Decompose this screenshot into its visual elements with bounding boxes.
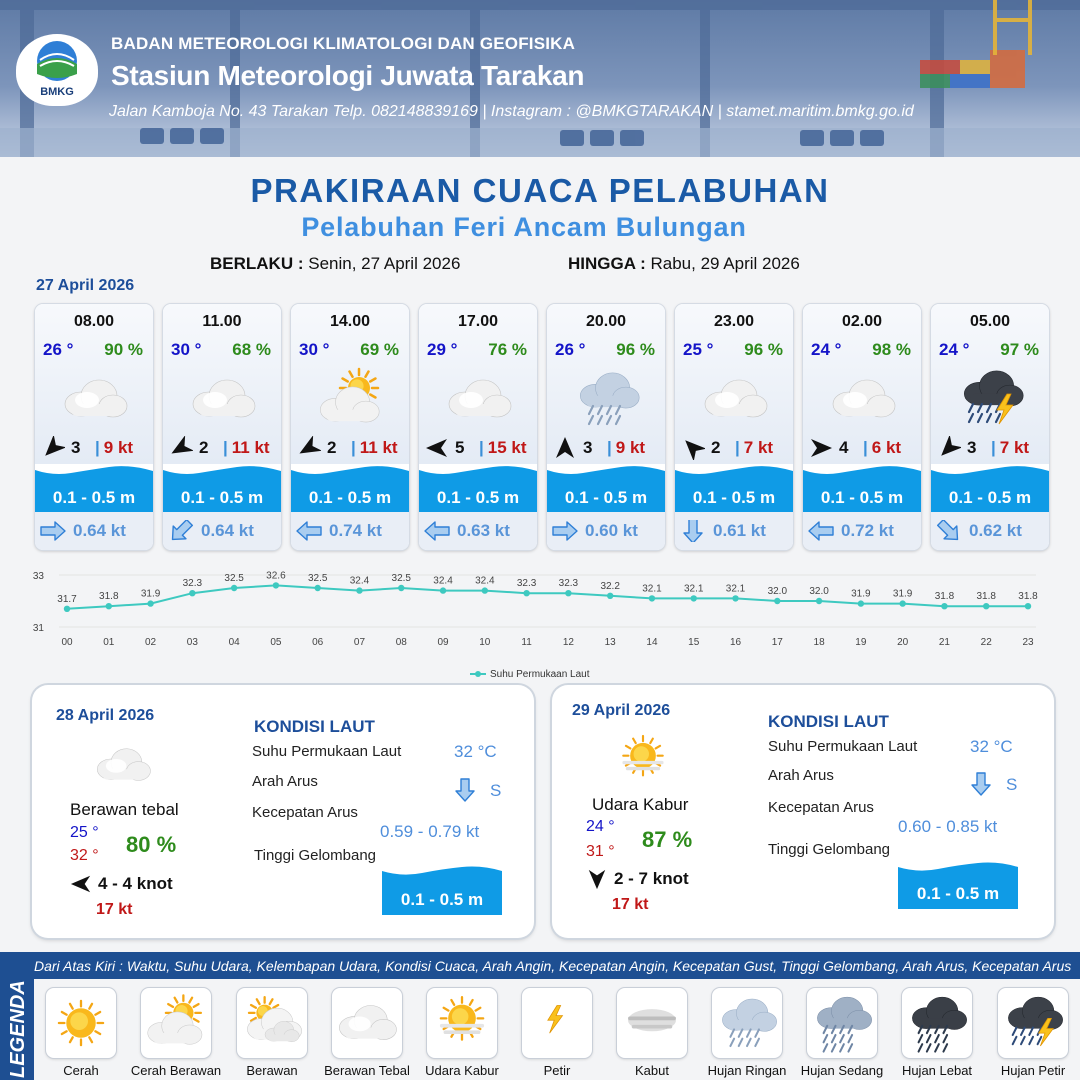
- card-current-speed: 0.63 kt: [457, 521, 510, 540]
- y-tick-label: 31: [32, 623, 44, 634]
- card-wind-speed: 5: [455, 438, 465, 457]
- sst-data-label: 31.7: [57, 593, 77, 605]
- current-arrow-icon: [970, 771, 992, 797]
- valid-from-value: Senin, 27 April 2026: [308, 254, 461, 273]
- sst-point: [482, 587, 488, 593]
- sst-data-label: 32.0: [809, 586, 829, 597]
- card-wind: [169, 436, 277, 460]
- card-gust-value: 11 kt: [231, 438, 270, 457]
- card-wind-speed: 3: [967, 438, 977, 457]
- sst-data-label: 32.4: [433, 575, 453, 587]
- legend-item: [332, 988, 402, 1058]
- header-banner: [0, 0, 1080, 157]
- day2-current-speed-label: Kecepatan Arus: [252, 804, 358, 821]
- sst-point: [231, 585, 237, 591]
- card-wind-speed: 3: [71, 438, 81, 457]
- card-time: 08.00: [73, 313, 115, 330]
- sst-point: [607, 593, 613, 599]
- x-tick-label: 06: [312, 637, 324, 648]
- x-tick-label: 18: [813, 637, 825, 648]
- card-gust-value: 6 kt: [871, 438, 902, 457]
- card-humidity: 97 %: [1000, 340, 1039, 359]
- sst-data-label: 31.8: [99, 591, 119, 603]
- day2-sst-value: 32 °C: [454, 742, 497, 761]
- agency-name: BADAN METEOROLOGI KLIMATOLOGI DAN GEOFISIKA: [111, 34, 576, 53]
- forecast-card: [547, 304, 665, 550]
- x-tick-label: 23: [1022, 637, 1034, 648]
- x-tick-label: 01: [103, 637, 115, 648]
- legend-swatch-dot: [475, 671, 481, 677]
- valid-to-label: HINGGA :: [568, 254, 646, 273]
- x-tick-label: 19: [855, 637, 867, 648]
- card-current-speed: 0.62 kt: [969, 521, 1022, 540]
- berawan-tebal-icon: [185, 364, 261, 434]
- hujan-lebat-icon: [902, 988, 972, 1058]
- current-arrow-icon: [167, 520, 195, 542]
- x-tick-label: 16: [729, 637, 742, 648]
- sst-data-label: 32.1: [642, 583, 662, 595]
- card-temp: 30 °: [299, 340, 330, 359]
- day3-wave-value: 0.1 - 0.5 m: [916, 884, 1000, 903]
- legend-item-label: Petir: [543, 1063, 571, 1078]
- day2-wave-value: 0.1 - 0.5 m: [400, 890, 484, 909]
- x-tick-label: 03: [186, 637, 198, 648]
- sst-point: [440, 587, 446, 593]
- day2-current-speed-value: 0.59 - 0.79 kt: [380, 822, 480, 841]
- berawan-icon: [237, 988, 307, 1058]
- card-gust: | 11 kt: [351, 438, 398, 457]
- card-gust: | 6 kt: [863, 438, 902, 457]
- legend-item: [998, 988, 1068, 1058]
- legend-item-label: Hujan Petir: [1000, 1063, 1066, 1078]
- card-wind: [425, 436, 533, 460]
- sst-point: [899, 600, 905, 606]
- current-arrow-icon: [551, 520, 579, 542]
- day3-wave-label: Tinggi Gelombang: [768, 841, 891, 858]
- card-current-speed: 0.61 kt: [713, 521, 766, 540]
- day2-kondisi-title: KONDISI LAUT: [254, 717, 375, 736]
- page-subtitle: Pelabuhan Feri Ancam Bulungan: [301, 212, 747, 242]
- day3-panel: [552, 685, 1054, 938]
- x-tick-label: 14: [646, 637, 658, 648]
- wind-arrow-icon: [41, 436, 65, 460]
- sst-data-label: 32.4: [475, 575, 495, 587]
- wind-arrow-icon: [681, 436, 705, 460]
- card-current-speed: 0.60 kt: [585, 521, 638, 540]
- legend-item: [807, 988, 877, 1058]
- legend: [0, 952, 1080, 1080]
- current-arrow-icon: [423, 520, 451, 542]
- card-temp: 26 °: [43, 340, 74, 359]
- wind-arrow-icon: [937, 436, 961, 460]
- legend-title: [4, 960, 30, 1080]
- valid-from: [210, 254, 460, 274]
- day2-temp-max: 32 °: [70, 847, 99, 864]
- card-time: 23.00: [713, 313, 755, 330]
- card-wind-speed: 3: [583, 438, 593, 457]
- card-wind-speed: 2: [327, 438, 337, 457]
- sst-data-label: 32.1: [725, 583, 746, 595]
- current-arrow-icon: [454, 777, 476, 803]
- day2-gust: 17 kt: [96, 901, 133, 918]
- legend-title-text: LEGENDA: [7, 980, 29, 1078]
- wind-arrow-icon: [70, 873, 92, 895]
- card-wind: [297, 436, 405, 460]
- x-tick-label: 21: [938, 637, 950, 648]
- day3-kondisi-title: KONDISI LAUT: [768, 712, 889, 731]
- day2-condition: Berawan tebal: [70, 800, 179, 819]
- sst-point: [356, 587, 362, 593]
- current-arrow-icon: [39, 520, 67, 542]
- hujan-sedang-icon: [807, 988, 877, 1058]
- legend-item-label: Udara Kabur: [425, 1063, 499, 1078]
- day3-sst-label: Suhu Permukaan Laut: [768, 738, 918, 755]
- y-tick-label: 33: [32, 571, 44, 582]
- sst-data-label: 32.5: [224, 573, 244, 584]
- berawan-tebal-icon: [825, 364, 901, 434]
- forecast-date: 27 April 2026: [36, 277, 135, 294]
- petir-icon: [522, 988, 592, 1058]
- card-wind: [681, 436, 789, 460]
- sst-point: [106, 603, 112, 609]
- card-temp: 29 °: [427, 340, 458, 359]
- legend-item: [712, 988, 782, 1058]
- card-temp: 24 °: [939, 340, 970, 359]
- sst-chart: [30, 565, 1070, 685]
- card-humidity: 98 %: [872, 340, 911, 359]
- valid-from-label: BERLAKU :: [210, 254, 304, 273]
- card-wave: 0.1 - 0.5 m: [180, 488, 264, 507]
- current-arrow-icon: [935, 520, 963, 542]
- wind-arrow-icon: [586, 868, 608, 890]
- x-tick-label: 10: [479, 637, 491, 648]
- card-gust: | 15 kt: [479, 438, 527, 457]
- card-humidity: 96 %: [616, 340, 655, 359]
- card-current: [547, 512, 665, 550]
- card-wave: 0.1 - 0.5 m: [820, 488, 904, 507]
- legend-item-label: Hujan Lebat: [901, 1063, 973, 1078]
- card-gust-value: 7 kt: [999, 438, 1030, 457]
- day2-humidity: 80 %: [126, 832, 177, 857]
- sst-point: [941, 603, 947, 609]
- sst-data-label: 32.4: [349, 575, 370, 587]
- card-current: [931, 512, 1049, 550]
- x-tick-label: 02: [145, 637, 157, 648]
- cerah-icon: [46, 988, 116, 1058]
- card-wind-speed: 2: [199, 438, 209, 457]
- berawan-tebal-icon: [332, 988, 402, 1058]
- sst-data-label: 31.9: [851, 588, 871, 600]
- day3-date: 29 April 2026: [572, 702, 671, 719]
- card-gust: | 7 kt: [735, 438, 774, 457]
- wind-arrow-icon: [809, 436, 833, 460]
- x-tick-label: 12: [562, 637, 574, 648]
- card-wave: 0.1 - 0.5 m: [692, 488, 776, 507]
- card-current: [803, 512, 921, 550]
- sst-point: [273, 582, 279, 588]
- x-tick-label: 08: [395, 637, 407, 648]
- sst-data-label: 32.3: [516, 578, 537, 590]
- legend-description: Dari Atas Kiri : Waktu, Suhu Udara, Kelembapan Udara, Kondisi Cuaca, Arah Angin, Kecepatan Angin, Kecepatan Gust, Tinggi Gelombang, Arah Arus, Kecepatan Arus: [34, 958, 1072, 974]
- station-name: Stasiun Meteorologi Juwata Tarakan: [111, 60, 585, 91]
- day2-current-dir-value: S: [490, 781, 502, 800]
- forecast-card: [803, 304, 921, 550]
- x-tick-label: 05: [270, 637, 282, 648]
- sst-point: [691, 595, 697, 601]
- wind-arrow-icon: [169, 436, 193, 460]
- valid-to-value: Rabu, 29 April 2026: [650, 254, 800, 273]
- card-current: [675, 512, 793, 550]
- card-current-speed: 0.72 kt: [841, 521, 894, 540]
- sst-data-label: 32.3: [558, 578, 579, 590]
- x-tick-label: 07: [353, 637, 366, 648]
- day3-current-dir-value: S: [1006, 775, 1018, 794]
- card-gust: | 7 kt: [991, 438, 1030, 457]
- sst-data-label: 32.0: [767, 586, 788, 597]
- forecast-card: [163, 304, 281, 550]
- card-humidity: 76 %: [488, 340, 527, 359]
- x-tick-label: 17: [771, 637, 783, 648]
- card-temp: 24 °: [811, 340, 842, 359]
- sst-data-label: 32.3: [182, 578, 203, 590]
- sst-data-label: 31.9: [140, 588, 161, 600]
- card-gust: | 9 kt: [95, 438, 134, 457]
- card-wind: [809, 436, 917, 460]
- day2-date: 28 April 2026: [56, 707, 155, 724]
- day3-wind: 2 - 7 knot: [614, 869, 689, 888]
- card-wave: 0.1 - 0.5 m: [948, 488, 1032, 507]
- card-time: 20.00: [585, 313, 627, 330]
- card-wave: 0.1 - 0.5 m: [52, 488, 136, 507]
- card-temp: 25 °: [683, 340, 714, 359]
- sst-data-label: 32.1: [684, 583, 704, 595]
- sst-point: [649, 595, 655, 601]
- chart-legend-label: Suhu Permukaan Laut: [490, 669, 590, 680]
- logo-text: BMKG: [40, 86, 74, 98]
- card-wind: [41, 436, 149, 460]
- day3-current-dir-label: Arah Arus: [768, 767, 834, 784]
- legend-item-label: Cerah: [63, 1063, 99, 1078]
- legend-item-label: Hujan Ringan: [707, 1063, 787, 1078]
- card-time: 14.00: [329, 313, 371, 330]
- card-gust-value: 7 kt: [743, 438, 774, 457]
- day2-wind: 4 - 4 knot: [98, 874, 173, 893]
- current-arrow-icon: [807, 520, 835, 542]
- card-time: 17.00: [457, 313, 499, 330]
- current-arrow-icon: [679, 520, 707, 542]
- legend-item-label: Cerah Berawan: [130, 1063, 222, 1078]
- day2-sst-label: Suhu Permukaan Laut: [252, 743, 402, 760]
- card-gust-value: 9 kt: [615, 438, 646, 457]
- cerah-berawan-icon: [141, 988, 211, 1058]
- card-gust: | 9 kt: [607, 438, 646, 457]
- card-current: [419, 512, 537, 550]
- card-wind-speed: 2: [711, 438, 721, 457]
- card-current-speed: 0.64 kt: [73, 521, 126, 540]
- card-time: 02.00: [841, 313, 883, 330]
- kabut-icon: [617, 988, 687, 1058]
- day3-current-speed-label: Kecepatan Arus: [768, 799, 874, 816]
- forecast-card: [419, 304, 537, 550]
- day3-current-speed-value: 0.60 - 0.85 kt: [898, 817, 998, 836]
- wind-arrow-icon: [297, 436, 321, 460]
- sst-data-label: 32.2: [600, 580, 620, 592]
- wind-arrow-icon: [553, 436, 577, 460]
- card-temp: 30 °: [171, 340, 202, 359]
- card-wave: 0.1 - 0.5 m: [436, 488, 520, 507]
- legend-item: [46, 988, 116, 1058]
- card-wind: [937, 436, 1045, 460]
- card-wind-speed: 4: [839, 438, 849, 457]
- card-wave: 0.1 - 0.5 m: [308, 488, 392, 507]
- udara-kabur-icon: [427, 988, 497, 1058]
- sst-data-label: 31.9: [892, 588, 913, 600]
- day2-panel: [32, 685, 534, 938]
- hujan-petir-icon: [953, 364, 1029, 434]
- legend-item-label: Berawan Tebal: [324, 1063, 410, 1078]
- card-gust-value: 11 kt: [359, 438, 398, 457]
- berawan-tebal-icon: [88, 735, 158, 795]
- sst-point: [189, 590, 195, 596]
- sst-point: [1025, 603, 1031, 609]
- sst-data-label: 31.8: [934, 591, 955, 603]
- x-tick-label: 13: [604, 637, 616, 648]
- card-wave: 0.1 - 0.5 m: [564, 488, 648, 507]
- sst-line: [67, 585, 1028, 608]
- berawan-tebal-icon: [697, 364, 773, 434]
- x-tick-label: 04: [228, 637, 240, 648]
- page-title: PRAKIRAAN CUACA PELABUHAN: [250, 172, 830, 209]
- hujan-ringan-icon: [712, 988, 782, 1058]
- card-gust-value: 15 kt: [487, 438, 527, 457]
- sst-point: [523, 590, 529, 596]
- bmkg-logo: [16, 34, 98, 106]
- cerah-berawan-icon: [313, 364, 389, 434]
- card-time: 11.00: [202, 313, 242, 330]
- legend-item: [141, 988, 211, 1058]
- legend-item: [427, 988, 497, 1058]
- card-wind: [553, 436, 661, 460]
- legend-item-label: Kabut: [635, 1063, 669, 1078]
- hujan-petir-icon: [998, 988, 1068, 1058]
- legend-item-label: Berawan: [246, 1063, 298, 1078]
- card-current-speed: 0.64 kt: [201, 521, 254, 540]
- card-current: [163, 512, 281, 550]
- card-humidity: 90 %: [104, 340, 143, 359]
- card-time: 05.00: [969, 313, 1011, 330]
- day2-temp-min: 25 °: [70, 824, 99, 841]
- x-tick-label: 22: [980, 637, 992, 648]
- x-tick-label: 15: [688, 637, 700, 648]
- card-gust: | 11 kt: [223, 438, 270, 457]
- legend-item: [617, 988, 687, 1058]
- hujan-ringan-icon: [569, 364, 645, 434]
- berawan-tebal-icon: [441, 364, 517, 434]
- card-temp: 26 °: [555, 340, 586, 359]
- contact-info: Jalan Kamboja No. 43 Tarakan Telp. 082148839169 | Instagram : @BMKGTARAKAN | stamet.maritim.bmkg.go.id: [109, 103, 914, 120]
- day3-temp-max: 31 °: [586, 843, 615, 860]
- sst-data-label: 32.5: [307, 573, 328, 584]
- sst-point: [983, 603, 989, 609]
- valid-to: [568, 254, 800, 274]
- legend-item-label: Hujan Sedang: [800, 1063, 884, 1078]
- card-humidity: 96 %: [744, 340, 783, 359]
- sst-point: [565, 590, 571, 596]
- day2-wave-label: Tinggi Gelombang: [254, 847, 377, 864]
- x-tick-label: 09: [437, 637, 449, 648]
- x-tick-label: 00: [61, 637, 73, 648]
- forecast-card: [291, 304, 409, 550]
- berawan-tebal-icon: [57, 364, 133, 434]
- day3-temp-min: 24 °: [586, 818, 615, 835]
- forecast-card: [931, 304, 1049, 550]
- x-tick-label: 11: [521, 637, 532, 648]
- card-humidity: 69 %: [360, 340, 399, 359]
- sst-point: [64, 606, 70, 612]
- card-humidity: 68 %: [232, 340, 271, 359]
- day2-current-dir-label: Arah Arus: [252, 773, 318, 790]
- sst-point: [398, 585, 404, 591]
- legend-item: [237, 988, 307, 1058]
- day3-sst-value: 32 °C: [970, 737, 1013, 756]
- day3-humidity: 87 %: [642, 827, 693, 852]
- x-tick-label: 20: [897, 637, 909, 648]
- day3-condition: Udara Kabur: [592, 795, 689, 814]
- sst-data-label: 31.8: [1018, 591, 1038, 603]
- sst-point: [816, 598, 822, 604]
- legend-item: [902, 988, 972, 1058]
- sst-point: [314, 585, 320, 591]
- sst-point: [858, 600, 864, 606]
- wind-arrow-icon: [425, 436, 449, 460]
- day3-gust: 17 kt: [612, 896, 649, 913]
- sst-point: [732, 595, 738, 601]
- forecast-card: [35, 304, 153, 550]
- udara-kabur-icon: [608, 730, 678, 790]
- current-arrow-icon: [295, 520, 323, 542]
- sst-point: [147, 600, 153, 606]
- sst-data-label: 31.8: [976, 591, 996, 603]
- sst-data-label: 32.5: [391, 573, 411, 584]
- sst-point: [774, 598, 780, 604]
- card-current-speed: 0.74 kt: [329, 521, 382, 540]
- forecast-card: [675, 304, 793, 550]
- card-current: [291, 512, 409, 550]
- legend-item: [522, 988, 592, 1058]
- card-gust-value: 9 kt: [103, 438, 134, 457]
- card-current: [35, 512, 153, 550]
- sst-data-label: 32.6: [266, 570, 286, 582]
